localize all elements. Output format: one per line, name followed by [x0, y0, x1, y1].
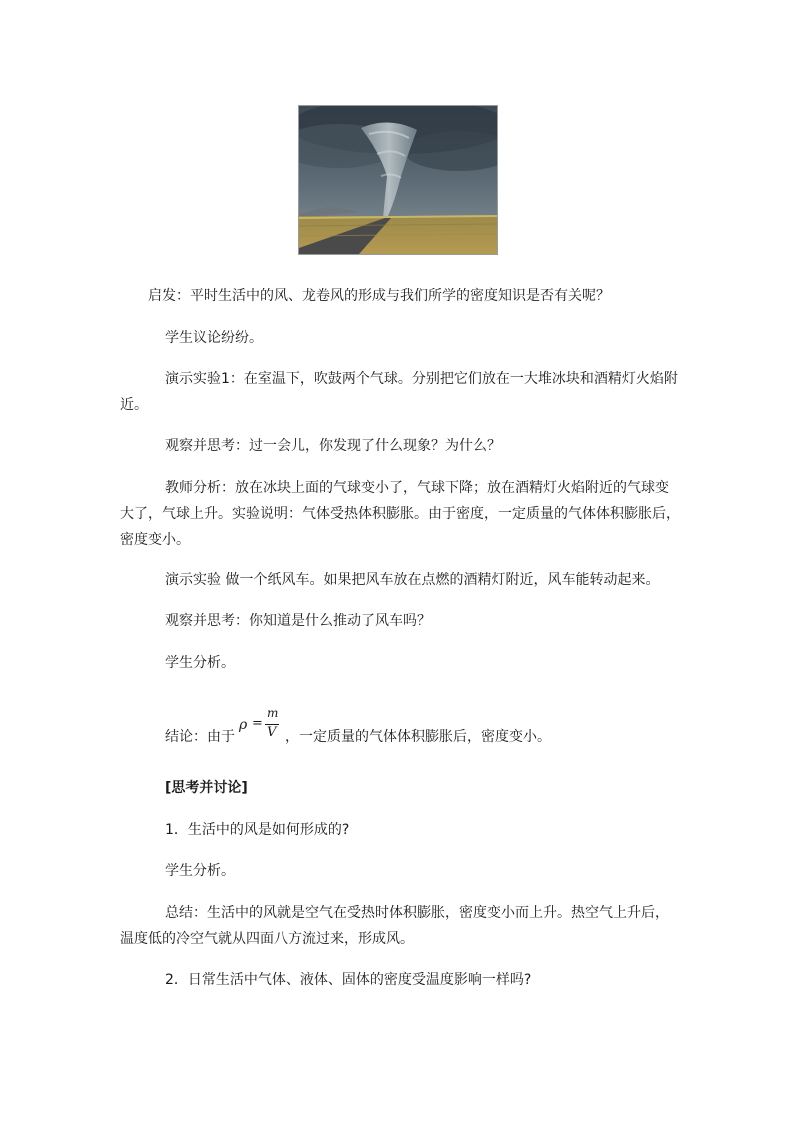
paragraph-student-analysis-1: 学生分析。: [165, 655, 235, 671]
paragraph-demo-experiment-2: 演示实验 做一个纸风车。如果把风车放在点燃的酒精灯附近，风车能转动起来。: [165, 572, 660, 588]
formula-rho: ρ: [239, 717, 248, 733]
conclusion-line: [165, 708, 685, 748]
paragraph-observe-think-1: 观察并思考：过一会儿，你发现了什么现象？为什么？: [165, 438, 501, 454]
formula-equals: =: [252, 716, 263, 731]
conclusion-suffix: ，一定质量的气体体积膨胀后，密度变小。: [285, 729, 551, 745]
question-2: 2．日常生活中气体、液体、固体的密度受温度影响一样吗?: [165, 972, 532, 988]
section-heading-think-discuss: [思考并讨论]: [165, 780, 248, 796]
formula-numerator: m: [267, 706, 279, 720]
paragraph-demo-experiment-1: 演示实验1：在室温下，吹鼓两个气球。分别把它们放在一大堆冰块和酒精灯火焰附近。: [120, 371, 678, 413]
tornado-photo-icon: [299, 106, 497, 254]
paragraph-inspiration: 启发：平时生活中的风、龙卷风的形成与我们所学的密度知识是否有关呢？: [148, 288, 610, 304]
paragraph-observe-think-2: 观察并思考：你知道是什么推动了风车吗？: [165, 613, 431, 629]
paragraph-teacher-analysis: 教师分析：放在冰块上面的气球变小了，气球下降；放在酒精灯火焰附近的气球变大了，气球上升。实验说明：气体受热体积膨胀。由于密度，一定质量的气体体积膨胀后，密度变小。: [120, 480, 680, 548]
conclusion-prefix: 结论：由于: [165, 729, 235, 745]
paragraph-student-analysis-2: 学生分析。: [165, 863, 235, 879]
question-1: 1．生活中的风是如何形成的?: [165, 822, 350, 838]
paragraph-student-discussion: 学生议论纷纷。: [165, 330, 263, 346]
density-formula: [239, 708, 289, 748]
tornado-photo: [298, 105, 498, 255]
paragraph-summary: 总结：生活中的风就是空气在受热时体积膨胀，密度变小而上升。热空气上升后，温度低的冷空气就从四面八方流过来，形成风。: [120, 905, 669, 947]
formula-denominator: V: [267, 725, 277, 740]
